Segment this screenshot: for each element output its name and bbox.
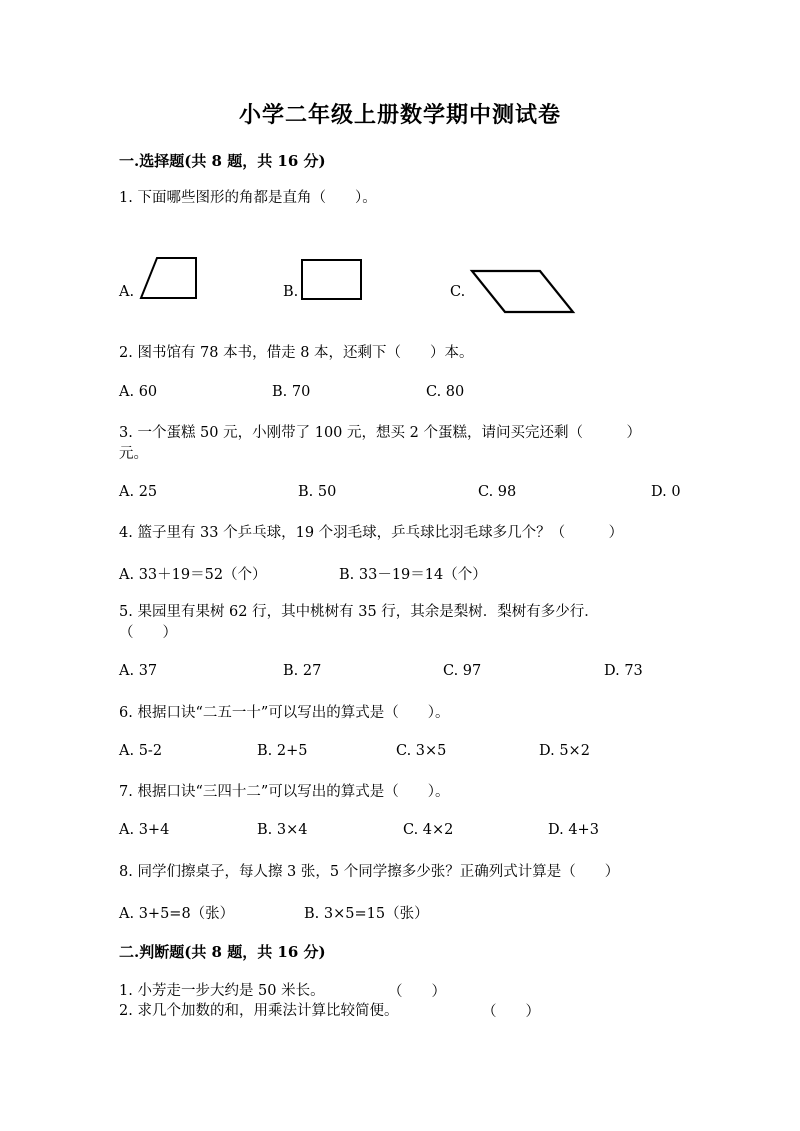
trapezoid-shape	[139, 256, 199, 301]
question-3-line-2: 元。	[119, 446, 148, 462]
q7-option-b: B. 3×4	[257, 822, 308, 838]
question-2: 2. 图书馆有 78 本书，借走 8 本，还剩下（ ）本。	[119, 345, 474, 361]
q6-option-d: D. 5×2	[539, 743, 590, 759]
q4-option-a: A. 33＋19＝52（个）	[119, 567, 267, 583]
q5-option-b: B. 27	[283, 663, 322, 679]
q5-option-d: D. 73	[604, 663, 643, 679]
q6-option-a: A. 5-2	[119, 743, 163, 759]
rectangle-shape	[300, 258, 364, 300]
q8-option-b: B. 3×5=15（张）	[304, 906, 429, 922]
question-5-line-1: 5. 果园里有果树 62 行，其中桃树有 35 行，其余是梨树．梨树有多少行．	[119, 604, 599, 620]
q6-option-b: B. 2+5	[257, 743, 308, 759]
judgement-1: 1. 小芳走一步大约是 50 米长。	[119, 983, 325, 999]
q5-option-a: A. 37	[119, 663, 158, 679]
question-8: 8. 同学们擦桌子，每人擦 3 张，5 个同学擦多少张？正确列式计算是（ ）	[119, 864, 620, 880]
q8-option-a: A. 3+5=8（张）	[119, 906, 235, 922]
q1-option-a-label: A.	[119, 284, 135, 300]
q3-option-c: C. 98	[478, 484, 517, 500]
judgement-2: 2. 求几个加数的和，用乘法计算比较简便。	[119, 1003, 399, 1019]
question-3-line-1: 3. 一个蛋糕 50 元，小刚带了 100 元，想买 2 个蛋糕，请问买完还剩（ ）	[119, 425, 641, 441]
q3-option-d: D. 0	[651, 484, 681, 500]
q2-option-a: A. 60	[119, 384, 158, 400]
judgement-1-answer-blank: （ ）	[388, 984, 446, 1000]
q2-option-c: C. 80	[426, 384, 465, 400]
q6-option-c: C. 3×5	[396, 743, 447, 759]
judgement-2-answer-blank: （ ）	[482, 1004, 540, 1020]
q1-option-c-label: C.	[450, 284, 466, 300]
q3-option-a: A. 25	[119, 484, 158, 500]
question-4: 4. 篮子里有 33 个乒乓球，19 个羽毛球，乒乓球比羽毛球多几个？（ ）	[119, 525, 624, 541]
question-5-line-2: （ ）	[119, 625, 177, 641]
page-title: 小学二年级上册数学期中测试卷	[238, 102, 561, 128]
q1-option-b-label: B.	[283, 284, 299, 300]
q7-option-c: C. 4×2	[403, 822, 454, 838]
question-7: 7. 根据口诀“三四十二”可以写出的算式是（ ）。	[119, 784, 450, 800]
section-heading-true-false: 二.判断题(共 8 题，共 16 分)	[119, 943, 326, 961]
q4-option-b: B. 33－19＝14（个）	[339, 567, 487, 583]
q3-option-b: B. 50	[298, 484, 337, 500]
section-heading-multiple-choice: 一.选择题(共 8 题，共 16 分)	[119, 152, 326, 170]
question-6: 6. 根据口诀“二五一十”可以写出的算式是（ ）。	[119, 705, 450, 721]
q7-option-a: A. 3+4	[119, 822, 170, 838]
q5-option-c: C. 97	[443, 663, 482, 679]
q7-option-d: D. 4+3	[548, 822, 599, 838]
question-1: 1. 下面哪些图形的角都是直角（ ）。	[119, 190, 377, 206]
q2-option-b: B. 70	[272, 384, 311, 400]
parallelogram-shape	[470, 268, 576, 314]
